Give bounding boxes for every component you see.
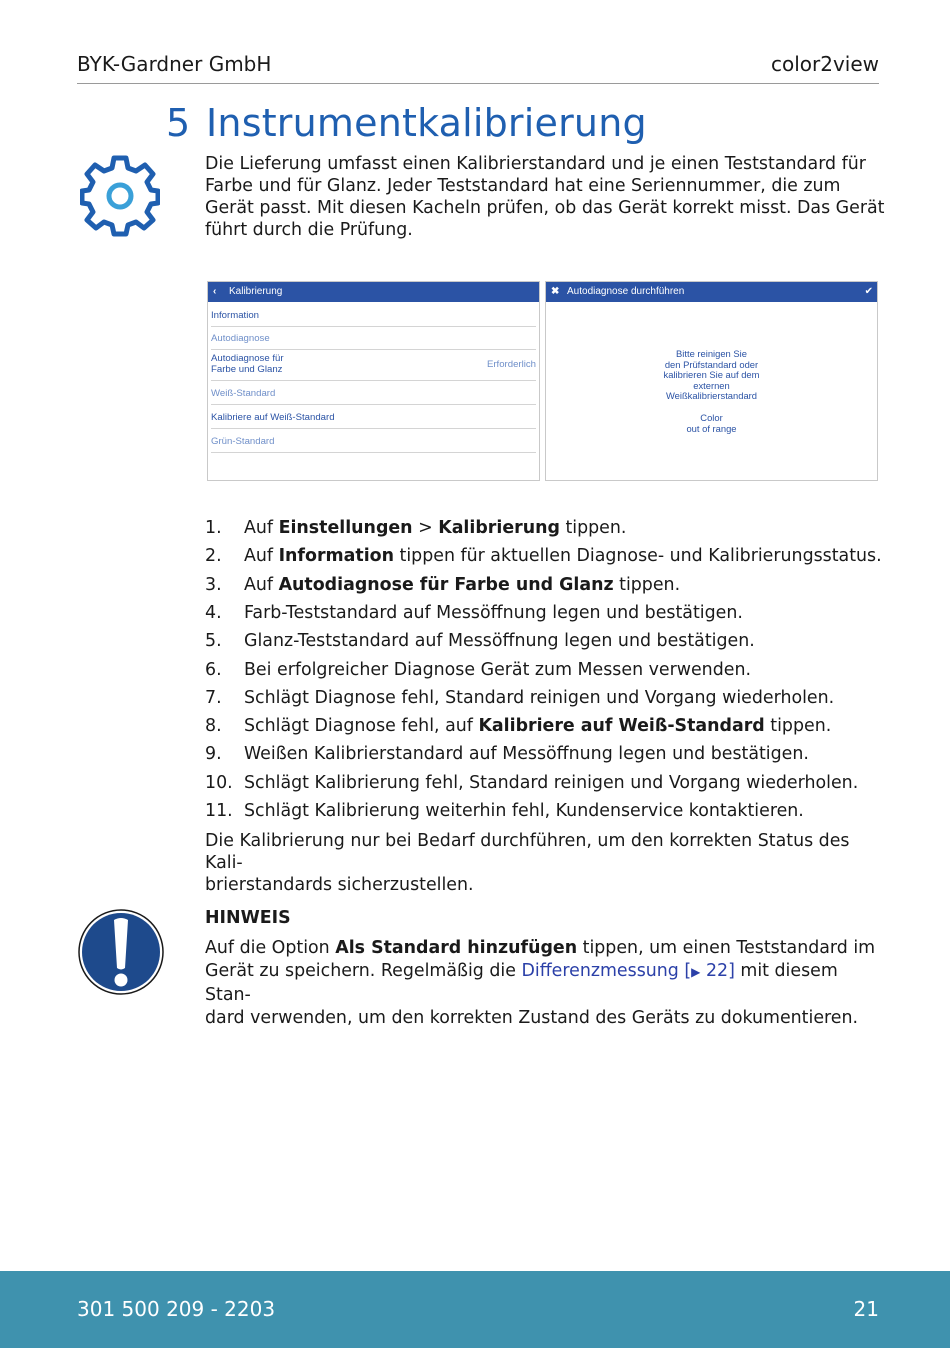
step-text-part: Auf — [244, 574, 279, 595]
screenshot-autodiagnosis — [545, 281, 878, 481]
step-text-part: Bei erfolgreicher Diagnose Gerät zum Messen verwenden. — [244, 659, 751, 680]
note-option-name: Als Standard hinzufügen — [335, 938, 578, 958]
ui-menu-item-label: Grün-Standard — [211, 436, 275, 447]
ui-message-line: Bitte reinigen Sie — [676, 348, 747, 359]
note-text: Auf die Option — [205, 938, 336, 958]
ui-menu-item-label: Information — [211, 310, 259, 321]
check-icon: ✔ — [864, 286, 873, 297]
step-text — [244, 660, 751, 680]
step-text — [244, 688, 834, 708]
ui-term: Einstellungen — [278, 518, 413, 538]
note-text: Gerät zu speichern. Regelmäßig die — [205, 961, 522, 981]
calibration-remark — [205, 830, 885, 896]
step-text-part: tippen für aktuellen Diagnose- und Kalibrierungsstatus. — [393, 546, 882, 567]
chapter-title: Instrumentkalibrierung — [206, 101, 647, 145]
footer-doc-number: 301 500 209 - 2203 — [77, 1297, 276, 1321]
step-text — [244, 518, 626, 538]
step-text-part: Schlägt Kalibrierung weiterhin fehl, Kundenservice kontaktieren. — [244, 801, 804, 821]
step-text-part: tippen. — [613, 574, 681, 595]
ui-message — [546, 349, 877, 402]
note-line-1 — [205, 937, 885, 960]
step-text — [244, 631, 755, 651]
step-text — [244, 546, 882, 566]
step-number: 6. — [205, 659, 222, 680]
note-text: mit diesem Stan- — [205, 961, 838, 1005]
link-text[interactable]: Differenzmessung — [521, 961, 679, 981]
back-chevron-icon: ‹ — [213, 286, 217, 297]
step-text-part: Glanz-Teststandard auf Messöffnung legen und bestätigen. — [244, 631, 755, 652]
mandatory-action-icon — [77, 908, 165, 996]
ui-title: Autodiagnose durchführen — [567, 286, 685, 297]
note-title: HINWEIS — [205, 908, 291, 928]
screenshot-calibration-menu — [207, 281, 540, 481]
header-divider — [77, 83, 879, 84]
ui-term: Information — [278, 546, 394, 567]
step-number: 3. — [205, 574, 222, 595]
note-text: tippen, um einen Teststandard im — [577, 938, 876, 958]
step-number: 1. — [205, 518, 222, 538]
step-text — [244, 773, 858, 793]
step-text-part: Farb-Teststandard auf Messöffnung legen und bestätigen. — [244, 602, 743, 623]
ui-menu-item[interactable] — [211, 326, 536, 350]
step-text-part: Schlägt Diagnose fehl, auf — [244, 716, 479, 737]
header-product: color2view — [770, 52, 879, 76]
ui-title-bar — [546, 282, 877, 302]
step-text-part: Weißen Kalibrierstandard auf Messöffnung legen und bestätigen. — [244, 744, 809, 765]
ui-menu-item-label: Kalibriere auf Weiß-Standard — [211, 412, 335, 423]
note-body — [205, 937, 885, 1030]
ui-menu-item[interactable] — [211, 380, 536, 405]
ui-menu-item-label: Autodiagnose — [211, 333, 270, 344]
step-text-part: > — [412, 518, 439, 538]
step-text-part: Auf — [244, 518, 279, 538]
settings-gear-icon — [80, 154, 160, 238]
intro-paragraph: Die Lieferung umfasst einen Kalibrierstandard und je einen Teststandard für Farbe und für Glanz. Jeder Teststandard hat eine Seriennummer, die zum Gerät passt. Mit diesen Kacheln prüfen, ob das Gerät korrekt misst. Das Gerät führt durch die Prüfung. — [205, 154, 885, 240]
step-number: 9. — [205, 744, 222, 765]
step-text-part: Schlägt Kalibrierung fehl, Standard reinigen und Vorgang wiederholen. — [244, 772, 859, 793]
ui-message-line: Weißkalibrierstandard — [665, 390, 757, 402]
chapter-number: 5 — [166, 101, 191, 145]
ui-menu-item[interactable] — [211, 404, 536, 429]
ui-title: Kalibrierung — [229, 286, 283, 297]
page-ref-arrow-icon: ▶ — [691, 965, 701, 979]
note-line-2 — [205, 960, 885, 1007]
footer-page-number: 21 — [853, 1297, 879, 1321]
ui-message-line: den Prüfstandard oder — [664, 358, 759, 370]
ui-menu-item-label: Weiß-Standard — [211, 388, 276, 399]
close-icon: ✖ — [551, 286, 560, 297]
link-page-ref[interactable]: 22 — [705, 961, 729, 981]
step-text-part: Schlägt Diagnose fehl, Standard reinigen und Vorgang wiederholen. — [244, 687, 835, 708]
ui-message-line: kalibrieren Sie auf dem — [663, 369, 760, 381]
chapter-heading — [166, 101, 647, 145]
ui-status-line: Color — [700, 412, 723, 423]
step-number: 2. — [205, 546, 222, 567]
ui-menu-item-label: Autodiagnose für Farbe und Glanz — [211, 353, 284, 375]
step-number: 4. — [205, 602, 222, 623]
ui-term: Autodiagnose für Farbe und Glanz — [278, 574, 614, 595]
ui-menu-item[interactable] — [211, 428, 536, 453]
step-text — [244, 603, 743, 623]
ui-title-bar — [208, 282, 539, 302]
step-number: 11. — [205, 801, 233, 821]
ui-status — [546, 413, 877, 434]
step-text — [244, 744, 809, 764]
step-number: 8. — [205, 716, 222, 737]
step-number: 5. — [205, 631, 222, 652]
step-text-part: tippen. — [559, 518, 627, 538]
ui-menu-item[interactable] — [211, 349, 536, 381]
note-line-3: dard verwenden, um den korrekten Zustand des Geräts zu dokumentieren. — [205, 1008, 859, 1028]
ui-term: Kalibrierung — [438, 518, 560, 538]
step-number: 10. — [205, 772, 233, 793]
ui-menu-item-status: Erforderlich — [486, 359, 536, 370]
step-text — [244, 801, 804, 821]
ui-term: Kalibriere auf Weiß-Standard — [478, 716, 765, 737]
header-company: BYK-Gardner GmbH — [77, 52, 272, 76]
ui-menu-item[interactable] — [211, 302, 536, 327]
ui-message-line: externen — [693, 379, 730, 391]
step-text — [244, 575, 680, 595]
step-text-part: Auf — [244, 546, 279, 567]
differenzmessung-link[interactable]: Differenzmessung [▶ 22] — [521, 961, 735, 981]
remark-text: Die Kalibrierung nur bei Bedarf durchführen, um den korrekten Status des Kali- brierstandards sicherzustellen. — [205, 831, 850, 895]
step-text — [244, 716, 831, 736]
step-number: 7. — [205, 687, 222, 708]
ui-status-line: out of range — [686, 422, 737, 434]
step-text-part: tippen. — [764, 716, 832, 737]
